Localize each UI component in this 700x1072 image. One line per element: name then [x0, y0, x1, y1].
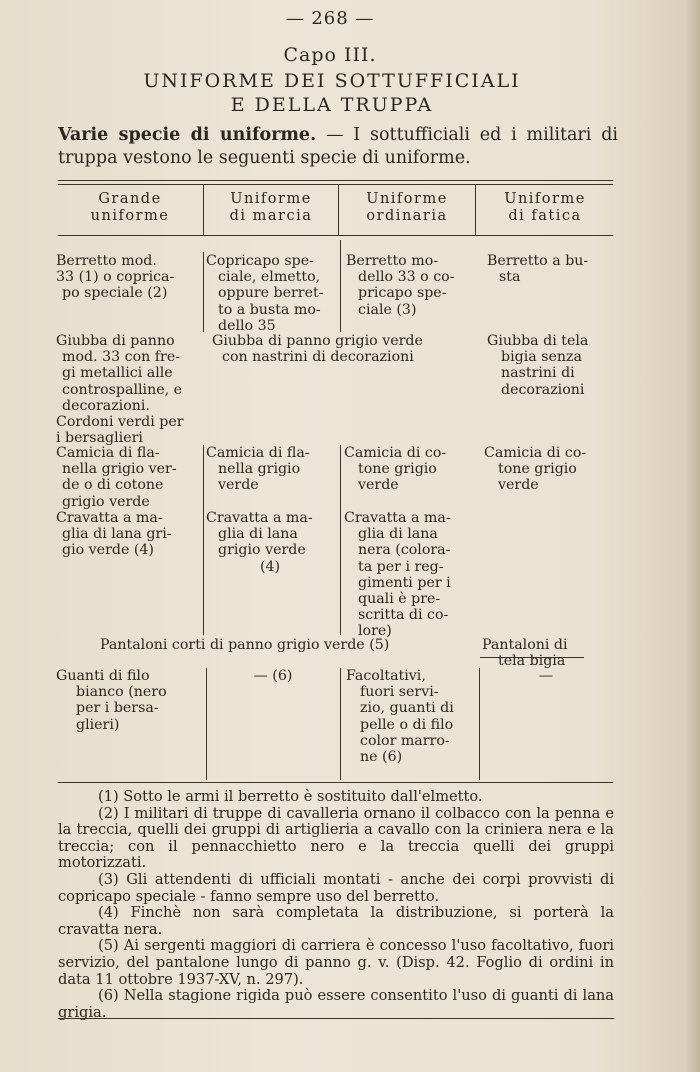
- footnote-2: (2) I militari di truppe di cavalleria ornano il colbacco con la penna e la treccia, quelli dei gruppi di artiglieria a cavallo con la criniera nera e la treccia; con il pennacchietto nero e la treccia quelli dei gruppi motorizzati.: [58, 804, 614, 872]
- row1-divider-2: [340, 240, 341, 332]
- footnotes: [58, 789, 614, 1021]
- cell-r6-fatica: —: [538, 668, 554, 684]
- table-top-rule-inner: [58, 184, 613, 185]
- cell-r4-grande: Cravatta a ma- glia di lana gri- gio verde (4): [56, 510, 172, 559]
- table-top-rule: [58, 180, 613, 181]
- cell-r2-grande: Giubba di panno mod. 33 con fre- gi metallici alle controspalline, e decorazioni. Cordoni verdi per i bersaglieri: [56, 333, 184, 447]
- intro-bold-lead: Varie specie di uniforme.: [58, 125, 317, 145]
- intro-text: — I sottufficiali ed i militari di truppa vestono le seguenti specie di uniforme.: [58, 125, 618, 168]
- cell-r1-grande: Berretto mod. 33 (1) o coprica- po speciale (2): [56, 253, 175, 302]
- header-uniforme-di-fatica: Uniforme di fatica: [504, 191, 586, 224]
- table-bottom-rule: [58, 782, 613, 783]
- cell-r3-ordinaria: Camicia di co- tone grigio verde: [344, 445, 447, 494]
- header-divider-1: [203, 184, 204, 235]
- cell-r6-grande: Guanti di filo bianco (nero per i bersa- glieri): [56, 668, 167, 733]
- cell-r6-ordinaria: Facoltativi, fuori servi- zio, guanti di pelle o di filo color marro- ne (6): [346, 668, 454, 766]
- row3-divider-2: [340, 445, 341, 635]
- row6-divider-3: [479, 668, 480, 780]
- cell-r6-marcia: — (6): [253, 668, 293, 684]
- page-edge-shadow: [686, 0, 700, 1072]
- footnote-6: (6) Nella stagione rigida può essere consentito l'uso di guanti di lana grigia.: [58, 987, 614, 1021]
- row6-divider-1: [206, 668, 207, 780]
- cell-r1-marcia: Copricapo spe- ciale, elmetto, oppure berret- to a busta mo- dello 35: [206, 253, 324, 334]
- section-title-line-2: E DELLA TRUPPA: [230, 94, 434, 116]
- cell-r5-pantaloni-corti: Pantaloni corti di panno grigio verde (5): [100, 637, 390, 653]
- cell-r2-marcia-ordinaria: Giubba di panno grigio verde con nastrini di decorazioni: [212, 333, 423, 366]
- table-header-rule: [58, 235, 613, 236]
- footnote-3: (3) Gli attendenti di ufficiali montati - anche dei corpi provvisti di copricapo speciale - fanno sempre uso del berretto.: [58, 870, 614, 905]
- cell-r4-marcia: Cravatta a ma- glia di lana grigio verde (4): [206, 510, 313, 575]
- chapter-heading: Capo III.: [283, 44, 377, 66]
- row6-divider-2: [340, 668, 341, 780]
- header-divider-2: [338, 184, 339, 235]
- footnote-5: (5) Ai sergenti maggiori di carriera è concesso l'uso facoltativo, fuori servizio, del pantalone lungo di panno g. v. (Disp. 42. Foglio di ordini in data 11 ottobre 1937-XV, n. 297).: [58, 937, 614, 988]
- page-number: — 268 —: [285, 8, 375, 29]
- cell-r3-marcia: Camicia di fla- nella grigio verde: [206, 445, 310, 494]
- header-divider-3: [475, 184, 476, 235]
- footnote-4: (4) Finchè non sarà completata la distribuzione, si porterà la cravatta nera.: [58, 904, 614, 938]
- cell-r1-fatica: Berretto a bu- sta: [487, 253, 589, 286]
- row1-divider-1: [203, 252, 204, 332]
- header-uniforme-di-marcia: Uniforme di marcia: [229, 191, 313, 224]
- footnotes-end-rule: [58, 1018, 614, 1019]
- footnote-1: (1) Sotto le armi il berretto è sostituito dall'elmetto.: [98, 788, 483, 805]
- header-uniforme-ordinaria: Uniforme ordinaria: [366, 191, 448, 224]
- section-title-line-1: UNIFORME DEI SOTTUFFICIALI: [143, 70, 521, 92]
- header-grande-uniforme: Grande uniforme: [90, 191, 170, 224]
- intro-paragraph: [58, 124, 618, 170]
- cell-r5-fatica: Pantaloni di tela bigia: [482, 637, 568, 670]
- cell-r3-fatica: Camicia di co- tone grigio verde: [484, 445, 587, 494]
- cell-r4-ordinaria: Cravatta a ma- glia di lana nera (colora- ta per i reg- gimenti per i quali è pre- scritta di co- lore): [344, 510, 451, 640]
- row3-divider-1: [203, 445, 204, 635]
- cell-r2-fatica: Giubba di tela bigia senza nastrini di decorazioni: [487, 333, 589, 398]
- cell-r3-grande: Camicia di fla- nella grigio ver- de o di cotone grigio verde: [56, 445, 177, 510]
- cell-r1-ordinaria: Berretto mo- dello 33 o co- pricapo spe- ciale (3): [346, 253, 455, 318]
